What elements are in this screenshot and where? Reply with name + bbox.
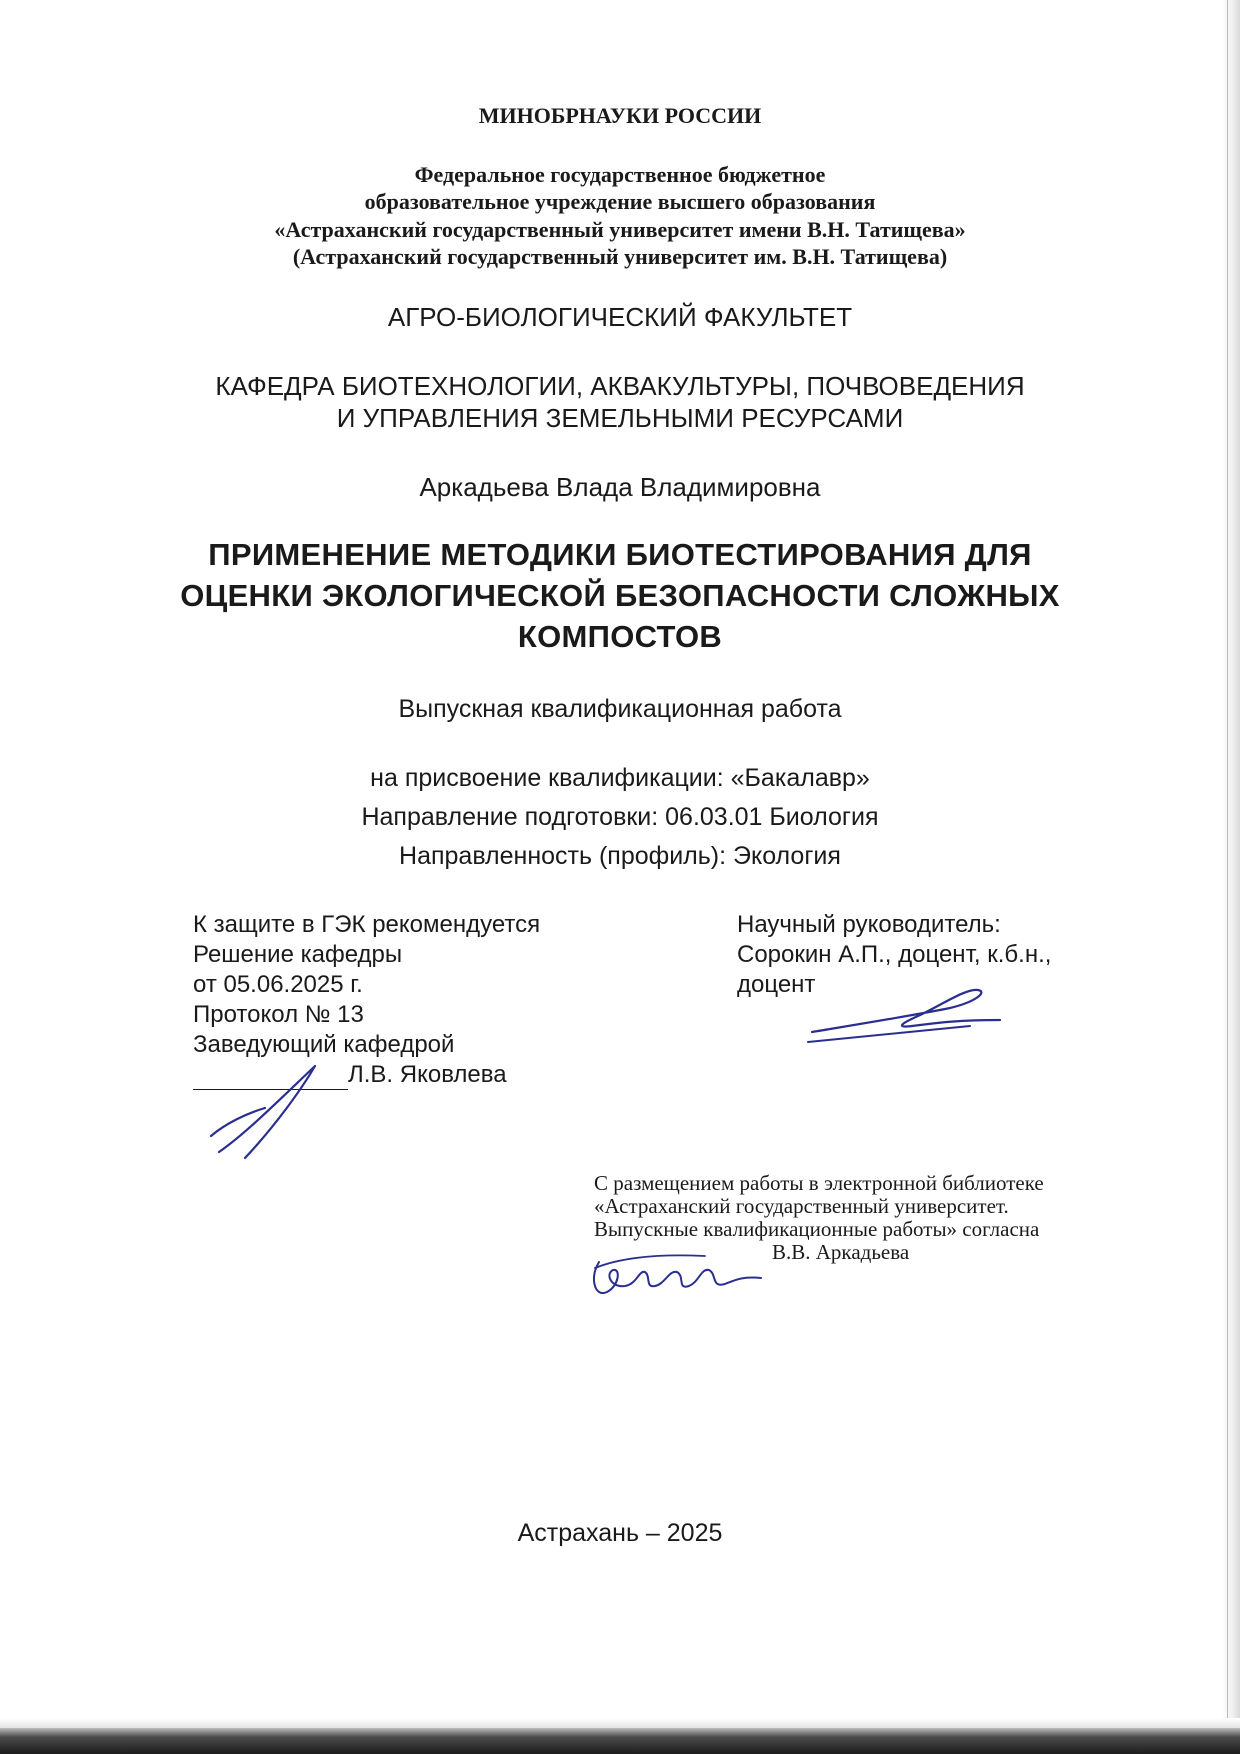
department-line-2: И УПРАВЛЕНИЯ ЗЕМЕЛЬНЫМИ РЕСУРСАМИ — [336, 403, 904, 433]
author-name: Аркадьева Влада Владимировна — [419, 472, 821, 502]
thesis-title-line-1: ПРИМЕНЕНИЕ МЕТОДИКИ БИОТЕСТИРОВАНИЯ ДЛЯ — [208, 537, 1032, 572]
defense-line-4: Протокол № 13 — [193, 1001, 364, 1028]
scan-bottom-border — [0, 1728, 1240, 1754]
defense-line-3: от 05.06.2025 г. — [193, 971, 363, 998]
library-line-1: С размещением работы в электронной библиотеке — [594, 1171, 1044, 1195]
page-edge-line — [1227, 0, 1228, 1754]
library-signer: В.В. Аркадьева — [772, 1240, 910, 1264]
qualification-line-1: на присвоение квалификации: «Бакалавр» — [370, 764, 870, 792]
head-name: Л.В. Яковлева — [348, 1061, 507, 1088]
ministry: МИНОБРНАУКИ РОССИИ — [478, 103, 762, 128]
institution-line-1: Федеральное государственное бюджетное — [414, 162, 826, 187]
institution-line-2: образовательное учреждение высшего образования — [364, 189, 876, 214]
supervisor-line-3: доцент — [737, 971, 816, 998]
library-line-2: «Астраханский государственный университет. — [594, 1194, 1009, 1218]
institution-line-3: «Астраханский государственный университет имени В.Н. Татищева» — [274, 217, 966, 242]
defense-block — [193, 910, 540, 1090]
supervisor-line-1: Научный руководитель: — [737, 911, 1001, 938]
thesis-title-line-2: ОЦЕНКИ ЭКОЛОГИЧЕСКОЙ БЕЗОПАСНОСТИ СЛОЖНЫХ — [180, 578, 1060, 613]
department-line-1: КАФЕДРА БИОТЕХНОЛОГИИ, АКВАКУЛЬТУРЫ, ПОЧВОВЕДЕНИЯ — [215, 371, 1025, 401]
institution-line-4: (Астраханский государственный университет им. В.Н. Татищева) — [292, 244, 948, 269]
defense-line-2: Решение кафедры — [193, 941, 403, 968]
library-line-3: Выпускные квалификационные работы» согласна — [594, 1217, 1040, 1241]
library-consent — [594, 1172, 1127, 1264]
supervisor-block — [737, 910, 1051, 1000]
scan-bottom-shade — [0, 1718, 1240, 1728]
page-edge-shadow — [1222, 0, 1240, 1754]
defense-line-1: К защите в ГЭК рекомендуется — [193, 911, 541, 938]
head-signature-line — [193, 1060, 540, 1090]
thesis-title-line-3: КОМПОСТОВ — [517, 619, 723, 654]
city-year: Астрахань – 2025 — [517, 1519, 723, 1547]
defense-line-5: Заведующий кафедрой — [193, 1031, 455, 1058]
signature-underline — [193, 1065, 348, 1090]
work-type: Выпускная квалификационная работа — [398, 695, 842, 723]
qualification-line-3: Направленность (профиль): Экология — [399, 842, 841, 870]
supervisor-line-2: Сорокин А.П., доцент, к.б.н., — [737, 941, 1052, 968]
qualification-line-2: Направление подготовки: 06.03.01 Биология — [361, 803, 879, 831]
faculty: АГРО-БИОЛОГИЧЕСКИЙ ФАКУЛЬТЕТ — [387, 302, 853, 332]
